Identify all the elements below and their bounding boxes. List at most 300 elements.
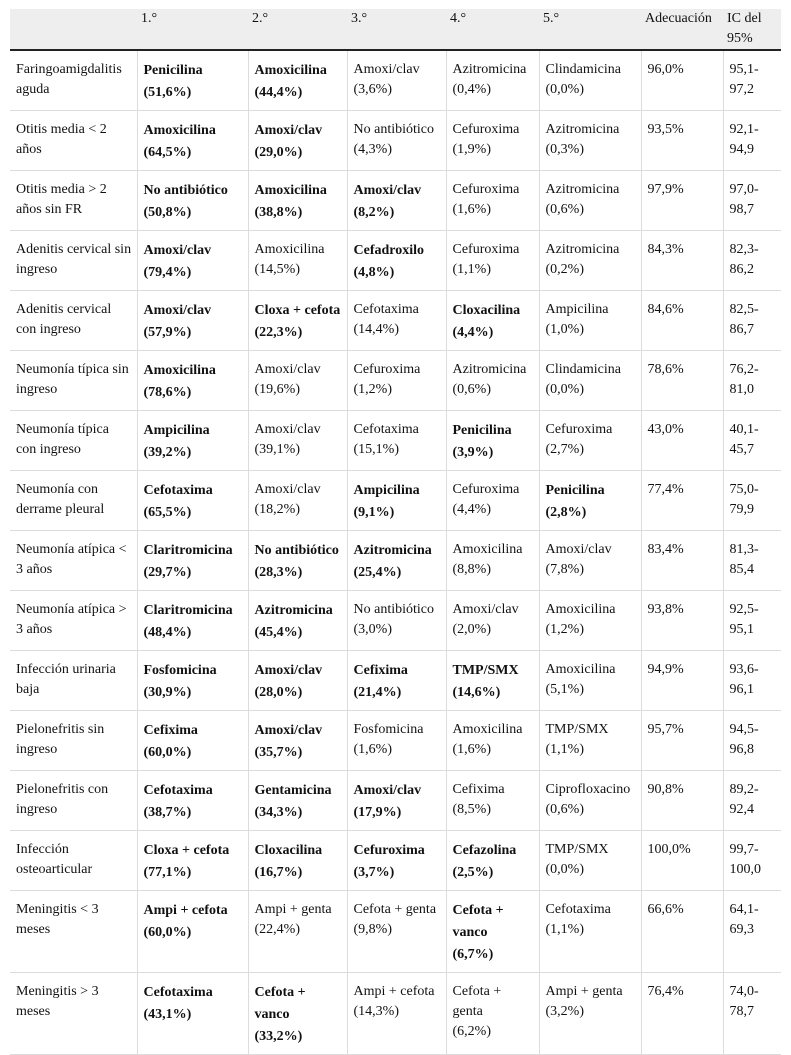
drug-percentage: (1,1%) (545, 922, 584, 937)
drug-name: Cefuroxima (452, 242, 520, 257)
drug-cell (137, 711, 248, 771)
drug-cell (446, 531, 539, 591)
drug-percentage: (33,2%) (254, 1029, 303, 1044)
drug-name: Amoxicilina (254, 183, 327, 198)
drug-percentage: (0,4%) (452, 82, 491, 97)
drug-percentage: (1,1%) (545, 742, 584, 757)
drug-cell (248, 231, 347, 291)
drug-cell (347, 591, 446, 651)
drug-cell (137, 831, 248, 891)
drug-cell (446, 351, 539, 411)
drug-percentage: (1,9%) (452, 142, 491, 157)
drug-cell (137, 291, 248, 351)
drug-percentage: (4,3%) (353, 142, 392, 157)
drug-percentage: (39,2%) (143, 445, 192, 460)
drug-percentage: (2,0%) (452, 622, 491, 637)
drug-cell (446, 50, 539, 111)
header-cell-1: 1.° (137, 9, 248, 50)
drug-name: Penicilina (545, 483, 605, 498)
drug-cell (446, 891, 539, 973)
drug-cell (539, 651, 641, 711)
header-cell-ic: IC del 95% (723, 9, 781, 50)
drug-cell (539, 291, 641, 351)
drug-cell (248, 531, 347, 591)
drug-name: No antibiótico (143, 183, 228, 198)
header-cell-2: 2.° (248, 9, 347, 50)
drug-name: Amoxi/clav (254, 123, 323, 138)
drug-name: Amoxicilina (143, 363, 216, 378)
drug-name: Penicilina (143, 63, 203, 78)
adecuacion-cell: 83,4% (641, 531, 723, 591)
drug-cell (248, 891, 347, 973)
drug-percentage: (1,6%) (353, 742, 392, 757)
drug-percentage: (77,1%) (143, 865, 192, 880)
drug-cell (248, 111, 347, 171)
table-row (10, 831, 781, 891)
drug-name: No antibiótico (254, 543, 339, 558)
drug-cell (539, 171, 641, 231)
drug-name: Cefota + vanco (254, 985, 306, 1022)
ic-cell: 74,0-78,7 (723, 973, 781, 1055)
diagnosis-cell: Adenitis cervical sin ingreso (10, 231, 137, 291)
diagnosis-cell: Meningitis < 3 meses (10, 891, 137, 973)
diagnosis-cell: Infección osteoarticular (10, 831, 137, 891)
drug-percentage: (79,4%) (143, 265, 192, 280)
ic-cell: 94,5-96,8 (723, 711, 781, 771)
drug-percentage: (39,1%) (254, 442, 300, 457)
drug-cell (248, 291, 347, 351)
drug-name: Cefuroxima (452, 182, 520, 197)
drug-cell (539, 231, 641, 291)
adecuacion-cell: 94,9% (641, 651, 723, 711)
drug-name: Cefuroxima (545, 422, 613, 437)
drug-percentage: (1,6%) (452, 742, 491, 757)
drug-name: Cefotaxima (353, 422, 419, 437)
drug-percentage: (38,7%) (143, 805, 192, 820)
drug-percentage: (0,0%) (545, 382, 584, 397)
drug-cell (248, 771, 347, 831)
drug-percentage: (6,7%) (452, 947, 494, 962)
drug-name: Amoxicilina (452, 722, 523, 737)
drug-percentage: (0,0%) (545, 82, 584, 97)
drug-percentage: (8,8%) (452, 562, 491, 577)
table-row (10, 973, 781, 1055)
ic-cell: 82,5-86,7 (723, 291, 781, 351)
drug-name: Cefota + genta (452, 984, 502, 1019)
drug-cell (347, 891, 446, 973)
drug-name: Cefotaxima (545, 902, 611, 917)
drug-percentage: (64,5%) (143, 145, 192, 160)
drug-percentage: (38,8%) (254, 205, 303, 220)
drug-cell (137, 651, 248, 711)
drug-cell (347, 50, 446, 111)
drug-percentage: (45,4%) (254, 625, 303, 640)
drug-cell (347, 111, 446, 171)
diagnosis-cell: Infección urinaria baja (10, 651, 137, 711)
drug-percentage: (51,6%) (143, 85, 192, 100)
drug-cell (347, 171, 446, 231)
drug-name: Amoxi/clav (353, 183, 422, 198)
drug-percentage: (0,0%) (545, 862, 584, 877)
drug-percentage: (65,5%) (143, 505, 192, 520)
drug-cell (446, 973, 539, 1055)
drug-percentage: (17,9%) (353, 805, 402, 820)
drug-cell (347, 411, 446, 471)
drug-name: Cefotaxima (143, 783, 213, 798)
ic-cell: 93,6-96,1 (723, 651, 781, 711)
drug-cell (137, 111, 248, 171)
drug-name: Cloxa + cefota (143, 843, 230, 858)
drug-cell (347, 471, 446, 531)
drug-percentage: (6,2%) (452, 1024, 491, 1039)
drug-cell (248, 351, 347, 411)
table-row (10, 891, 781, 973)
drug-cell (539, 111, 641, 171)
drug-name: Fosfomicina (143, 663, 217, 678)
drug-percentage: (29,7%) (143, 565, 192, 580)
drug-percentage: (1,0%) (545, 322, 584, 337)
drug-name: Clindamicina (545, 62, 621, 77)
drug-percentage: (30,9%) (143, 685, 192, 700)
drug-cell (137, 591, 248, 651)
adecuacion-cell: 93,8% (641, 591, 723, 651)
drug-cell (137, 50, 248, 111)
drug-cell (446, 711, 539, 771)
drug-name: Amoxi/clav (254, 723, 323, 738)
drug-cell (347, 291, 446, 351)
drug-cell (137, 891, 248, 973)
drug-percentage: (14,6%) (452, 685, 501, 700)
drug-percentage: (22,4%) (254, 922, 300, 937)
drug-name: Cefuroxima (452, 122, 520, 137)
drug-percentage: (34,3%) (254, 805, 303, 820)
drug-name: Claritromicina (143, 543, 233, 558)
drug-percentage: (15,1%) (353, 442, 399, 457)
drug-percentage: (8,5%) (452, 802, 491, 817)
drug-cell (137, 411, 248, 471)
drug-name: Azitromicina (254, 603, 333, 618)
drug-percentage: (60,0%) (143, 745, 192, 760)
drug-percentage: (28,0%) (254, 685, 303, 700)
table-row (10, 50, 781, 111)
drug-name: Amoxicilina (254, 242, 325, 257)
drug-name: TMP/SMX (545, 842, 609, 857)
drug-cell (446, 831, 539, 891)
drug-name: Gentamicina (254, 783, 332, 798)
adecuacion-cell: 84,6% (641, 291, 723, 351)
drug-cell (248, 711, 347, 771)
drug-name: Cefotaxima (143, 985, 213, 1000)
drug-name: Ampicilina (143, 423, 210, 438)
drug-name: Cefotaxima (143, 483, 213, 498)
drug-name: Cloxacilina (452, 303, 521, 318)
drug-percentage: (4,8%) (353, 265, 395, 280)
diagnosis-cell: Faringoamigdalitis aguda (10, 50, 137, 111)
drug-name: No antibiótico (353, 122, 434, 137)
ic-cell: 64,1-69,3 (723, 891, 781, 973)
drug-cell (347, 231, 446, 291)
drug-name: Amoxi/clav (143, 303, 212, 318)
table-row (10, 291, 781, 351)
drug-percentage: (3,2%) (545, 1004, 584, 1019)
drug-name: Ampi + genta (254, 902, 332, 917)
drug-cell (137, 771, 248, 831)
ic-cell: 81,3-85,4 (723, 531, 781, 591)
drug-cell (347, 831, 446, 891)
diagnosis-cell: Adenitis cervical con ingreso (10, 291, 137, 351)
drug-cell (539, 591, 641, 651)
drug-percentage: (3,9%) (452, 445, 494, 460)
drug-percentage: (3,7%) (353, 865, 395, 880)
header-cell-4: 4.° (446, 9, 539, 50)
header-row (10, 9, 781, 50)
adecuacion-cell: 93,5% (641, 111, 723, 171)
drug-name: Cloxacilina (254, 843, 323, 858)
drug-name: Ampicilina (545, 302, 609, 317)
drug-name: Amoxicilina (545, 662, 616, 677)
header-cell-3: 3.° (347, 9, 446, 50)
drug-percentage: (28,3%) (254, 565, 303, 580)
drug-cell (137, 471, 248, 531)
drug-cell (539, 973, 641, 1055)
drug-cell (539, 411, 641, 471)
header-cell-diagnosis (10, 9, 137, 50)
drug-name: Cefazolina (452, 843, 517, 858)
drug-name: Cefota + genta (353, 902, 437, 917)
drug-percentage: (3,6%) (353, 82, 392, 97)
drug-name: Amoxi/clav (353, 783, 422, 798)
ic-cell: 75,0-79,9 (723, 471, 781, 531)
drug-cell (539, 50, 641, 111)
table-row (10, 231, 781, 291)
drug-cell (248, 50, 347, 111)
ic-cell: 92,1-94,9 (723, 111, 781, 171)
drug-cell (248, 973, 347, 1055)
drug-name: Ampi + genta (545, 984, 623, 999)
drug-cell (446, 231, 539, 291)
drug-percentage: (0,6%) (452, 382, 491, 397)
table-row (10, 411, 781, 471)
drug-percentage: (78,6%) (143, 385, 192, 400)
diagnosis-cell: Pielonefritis con ingreso (10, 771, 137, 831)
drug-cell (248, 591, 347, 651)
drug-percentage: (19,6%) (254, 382, 300, 397)
drug-name: Cefixima (452, 782, 505, 797)
adecuacion-cell: 78,6% (641, 351, 723, 411)
drug-percentage: (0,2%) (545, 262, 584, 277)
drug-percentage: (9,8%) (353, 922, 392, 937)
drug-name: Amoxicilina (545, 602, 616, 617)
drug-name: Claritromicina (143, 603, 233, 618)
table-row (10, 171, 781, 231)
drug-name: Cefuroxima (452, 482, 520, 497)
drug-percentage: (7,8%) (545, 562, 584, 577)
table-row (10, 531, 781, 591)
adecuacion-cell: 76,4% (641, 973, 723, 1055)
table-row (10, 471, 781, 531)
drug-name: Ampi + cefota (353, 984, 435, 999)
drug-name: Amoxi/clav (452, 602, 519, 617)
diagnosis-cell: Neumonía atípica < 3 años (10, 531, 137, 591)
drug-cell (248, 411, 347, 471)
drug-name: Ciprofloxacino (545, 782, 631, 797)
drug-name: Fosfomicina (353, 722, 424, 737)
drug-cell (539, 531, 641, 591)
drug-percentage: (60,0%) (143, 925, 192, 940)
drug-name: Azitromicina (545, 182, 620, 197)
ic-cell: 89,2-92,4 (723, 771, 781, 831)
drug-percentage: (1,1%) (452, 262, 491, 277)
drug-name: Amoxi/clav (143, 243, 212, 258)
drug-percentage: (22,3%) (254, 325, 303, 340)
drug-percentage: (4,4%) (452, 502, 491, 517)
drug-percentage: (9,1%) (353, 505, 395, 520)
drug-percentage: (35,7%) (254, 745, 303, 760)
drug-name: Cefuroxima (353, 362, 421, 377)
drug-percentage: (1,2%) (353, 382, 392, 397)
drug-cell (446, 651, 539, 711)
drug-percentage: (2,5%) (452, 865, 494, 880)
drug-percentage: (8,2%) (353, 205, 395, 220)
drug-percentage: (4,4%) (452, 325, 494, 340)
drug-percentage: (48,4%) (143, 625, 192, 640)
drug-name: Cloxa + cefota (254, 303, 341, 318)
drug-cell (347, 651, 446, 711)
drug-cell (248, 831, 347, 891)
drug-name: Penicilina (452, 423, 512, 438)
drug-name: Azitromicina (452, 362, 527, 377)
table-row (10, 651, 781, 711)
drug-percentage: (3,0%) (353, 622, 392, 637)
diagnosis-cell: Pielonefritis sin ingreso (10, 711, 137, 771)
ic-cell: 92,5-95,1 (723, 591, 781, 651)
drug-cell (539, 471, 641, 531)
drug-name: Cefadroxilo (353, 243, 425, 258)
ic-cell: 95,1-97,2 (723, 50, 781, 111)
drug-cell (446, 111, 539, 171)
drug-name: Cefuroxima (353, 843, 425, 858)
drug-cell (248, 651, 347, 711)
ic-cell: 40,1-45,7 (723, 411, 781, 471)
adecuacion-cell: 66,6% (641, 891, 723, 973)
drug-name: Amoxi/clav (254, 422, 321, 437)
drug-percentage: (43,1%) (143, 1007, 192, 1022)
drug-name: Azitromicina (353, 543, 432, 558)
drug-cell (446, 171, 539, 231)
diagnosis-cell: Meningitis > 3 meses (10, 973, 137, 1055)
drug-cell (248, 171, 347, 231)
ic-cell: 76,2-81,0 (723, 351, 781, 411)
header-cell-5: 5.° (539, 9, 641, 50)
drug-name: Azitromicina (452, 62, 527, 77)
adecuacion-cell: 100,0% (641, 831, 723, 891)
drug-cell (347, 351, 446, 411)
drug-percentage: (18,2%) (254, 502, 300, 517)
drug-name: Clindamicina (545, 362, 621, 377)
table-row (10, 771, 781, 831)
drug-cell (248, 471, 347, 531)
drug-name: Cefotaxima (353, 302, 419, 317)
drug-cell (347, 711, 446, 771)
drug-name: Amoxi/clav (254, 482, 321, 497)
ic-cell: 99,7-100,0 (723, 831, 781, 891)
ic-cell: 82,3-86,2 (723, 231, 781, 291)
header-cell-adecuacion: Adecuación (641, 9, 723, 50)
diagnosis-cell: Otitis media < 2 años (10, 111, 137, 171)
drug-percentage: (0,6%) (545, 802, 584, 817)
drug-percentage: (5,1%) (545, 682, 584, 697)
drug-cell (446, 411, 539, 471)
drug-name: Amoxicilina (452, 542, 523, 557)
drug-cell (137, 531, 248, 591)
drug-cell (539, 711, 641, 771)
adecuacion-cell: 84,3% (641, 231, 723, 291)
drug-percentage: (14,3%) (353, 1004, 399, 1019)
drug-cell (446, 471, 539, 531)
diagnosis-cell: Neumonía típica sin ingreso (10, 351, 137, 411)
table-row (10, 591, 781, 651)
drug-percentage: (0,3%) (545, 142, 584, 157)
table-row (10, 711, 781, 771)
drug-cell (137, 231, 248, 291)
adecuacion-cell: 77,4% (641, 471, 723, 531)
adecuacion-cell: 90,8% (641, 771, 723, 831)
table-body (10, 50, 781, 1055)
drug-cell (446, 771, 539, 831)
ic-cell: 97,0-98,7 (723, 171, 781, 231)
drug-cell (347, 973, 446, 1055)
drug-name: Amoxi/clav (545, 542, 612, 557)
drug-name: Azitromicina (545, 242, 620, 257)
drug-name: Ampi + cefota (143, 903, 228, 918)
drug-name: Azitromicina (545, 122, 620, 137)
drug-cell (347, 531, 446, 591)
drug-name: TMP/SMX (452, 663, 519, 678)
table-row (10, 111, 781, 171)
drug-name: TMP/SMX (545, 722, 609, 737)
drug-cell (539, 891, 641, 973)
drug-name: Amoxicilina (143, 123, 216, 138)
drug-percentage: (29,0%) (254, 145, 303, 160)
drug-cell (539, 351, 641, 411)
drug-cell (347, 771, 446, 831)
table-row (10, 351, 781, 411)
drug-percentage: (50,8%) (143, 205, 192, 220)
adecuacion-cell: 43,0% (641, 411, 723, 471)
drug-cell (137, 351, 248, 411)
drug-percentage: (21,4%) (353, 685, 402, 700)
drug-percentage: (14,5%) (254, 262, 300, 277)
drug-name: Amoxi/clav (254, 362, 321, 377)
drug-cell (446, 591, 539, 651)
drug-cell (539, 831, 641, 891)
diagnosis-cell: Neumonía atípica > 3 años (10, 591, 137, 651)
drug-name: Amoxicilina (254, 63, 327, 78)
diagnosis-cell: Neumonía con derrame pleural (10, 471, 137, 531)
drug-percentage: (14,4%) (353, 322, 399, 337)
diagnosis-cell: Neumonía típica con ingreso (10, 411, 137, 471)
drug-name: No antibiótico (353, 602, 434, 617)
drug-name: Amoxi/clav (353, 62, 420, 77)
diagnosis-cell: Otitis media > 2 años sin FR (10, 171, 137, 231)
drug-name: Amoxi/clav (254, 663, 323, 678)
drug-percentage: (25,4%) (353, 565, 402, 580)
drug-percentage: (57,9%) (143, 325, 192, 340)
drug-cell (539, 771, 641, 831)
drug-name: Cefota + vanco (452, 903, 504, 940)
drug-percentage: (44,4%) (254, 85, 303, 100)
drug-cell (446, 291, 539, 351)
